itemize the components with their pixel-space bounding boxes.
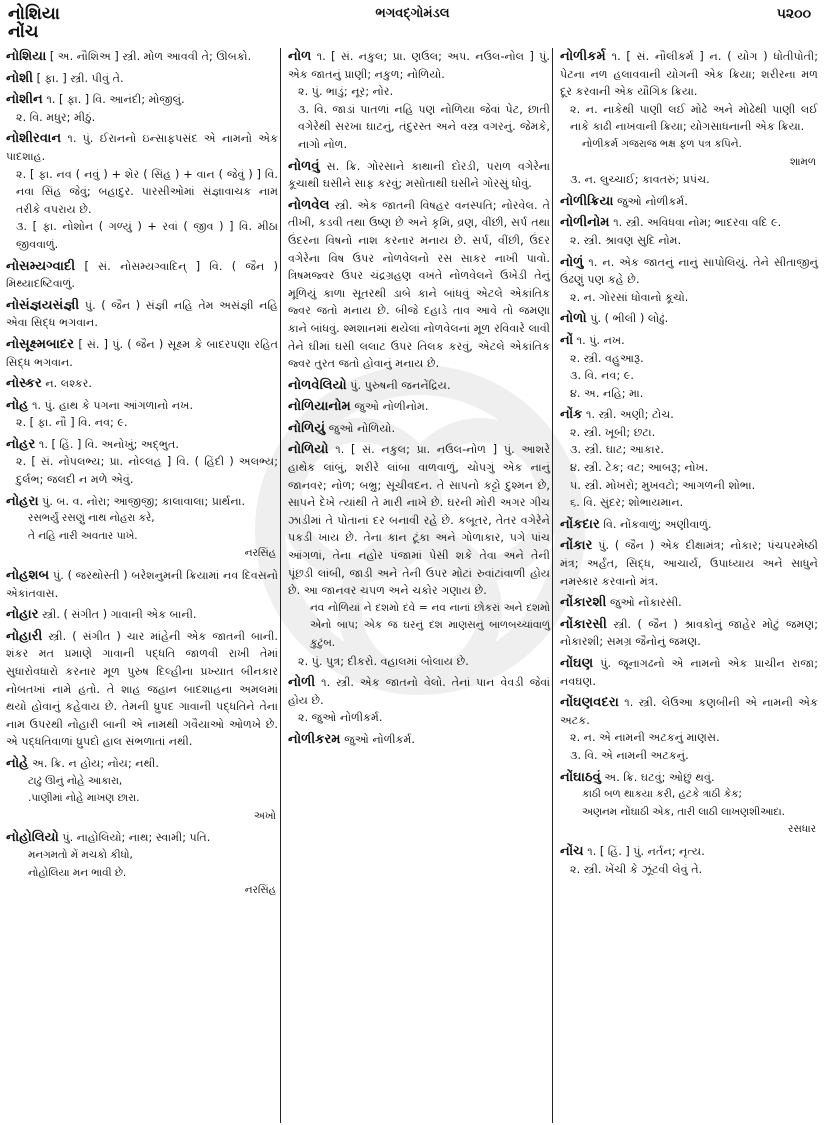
headword: નોહારી <box>6 628 43 644</box>
headword: નોળીક્રિયા <box>560 193 614 209</box>
headword: નોળ <box>288 49 312 64</box>
sense-definition: ૪. સ્ત્રી. ટેક; વટ; આબરૂ; નોખ. <box>570 461 709 475</box>
definition: ૧. [ ફા. ] વિ. આનંદી; મોજીલું. <box>46 93 185 107</box>
dictionary-entry <box>288 377 550 395</box>
entry-first-line <box>560 655 818 690</box>
dictionary-entry <box>6 258 278 293</box>
dictionary-entry <box>560 310 818 328</box>
dictionary-column-1 <box>6 48 278 904</box>
quotation-line: ટાઢું ઊનું નોહે આકારા, <box>28 774 123 787</box>
sense-definition: ૨. ન. એ નામની અટકનું માણસ. <box>570 731 720 745</box>
headword: નોશી <box>6 70 34 86</box>
headword: નોહોલિયો <box>6 830 59 846</box>
headword: નોળીકરમ <box>288 731 341 747</box>
entry-first-line <box>6 567 278 602</box>
quotation-line: તે નહિ નારી અવતાર પાખે. <box>28 529 138 542</box>
sense-definition: ૩. [ ફા. નોશોન ( ગળ્યું ) + રવાં ( જીવ ) ] વિ. મીઠા જીવવાળું. <box>16 220 278 251</box>
entry-first-line <box>6 48 278 66</box>
dictionary-entry <box>288 158 550 193</box>
entry-first-line <box>6 258 278 293</box>
sense-definition: ૨. સ્ત્રી. ખેંચી કે ઝૂંટવી લેવું તે. <box>570 862 703 876</box>
quotation-citation: શામળ <box>790 155 816 168</box>
quotation-line: નોળીકર્મ ગજરાજ ભક્ષ ફળ પત્ર કપિને. <box>582 137 742 150</box>
dictionary-entry <box>6 628 278 751</box>
dictionary-entry <box>6 297 278 332</box>
entry-first-line <box>560 616 818 651</box>
headword: નોસમ્યગ્વાદી <box>6 258 76 274</box>
sense-definition: ૩. વિ. જાડાં પાતળાં નહિ પણ નોળિયા જેવાં પેટ, છાતી વગેરેથી સરખા ઘાટનું, તંદુરસ્ત અને વસ્ત્ર વગરનું. જેમકે, નાગો નોળ. <box>298 102 550 151</box>
dictionary-entry <box>560 193 818 211</box>
dictionary-entry <box>560 332 818 402</box>
definition: પું. ( ભીલી ) લોઢું. <box>590 312 669 326</box>
headword: નોળો <box>560 311 587 327</box>
sense-definition: ૨. સ્ત્રી. ખૂબી; છટા. <box>570 425 656 439</box>
headword: નોળિયો <box>288 442 329 458</box>
guide-word-top: નોશિયા <box>8 4 60 24</box>
dictionary-entry <box>560 537 818 590</box>
sense-definition: ૨. વિ. મધુર; મીઠું. <box>16 110 96 124</box>
headword: નોહશબ <box>6 568 50 584</box>
entry-first-line <box>288 48 550 83</box>
headword: નોળીનોમ <box>560 215 610 231</box>
dictionary-entry <box>560 406 818 512</box>
dictionary-entry <box>6 91 278 126</box>
sense-definition: ૩. વિ. નવ; ૯. <box>570 369 634 383</box>
definition: અ. ક્રિ. ઘટવું; ઓછું થવું. <box>604 770 715 784</box>
quotation-line: .પાણીમાં નોહે માખણ છારા. <box>28 792 140 805</box>
quotation-line: નોહોલિયા મન ભાવી છે. <box>28 866 127 879</box>
definition: પું. પુરુષની જનનેંદ્રિય. <box>350 378 451 392</box>
sense-definition: ૨. પું. ભાડું; નૂર; નોર. <box>298 85 394 99</box>
quotation-line: અણનમ નોંઘાઠી એક, તારી લાઠી લાખણશીઆદા. <box>582 805 785 818</box>
definition: ન. લશ્કર. <box>45 377 92 391</box>
dictionary-entry <box>288 48 550 154</box>
dictionary-column-3 <box>560 48 818 882</box>
dictionary-entry <box>288 420 550 438</box>
quotation-line: કાઠી બળ થાકયા કરી, હટકે ત્રાઠી કેક; <box>582 788 742 801</box>
headword: નોં <box>560 332 574 348</box>
definition: પું. જૂનાગઢનો એ નામનો એક પ્રાચીન રાજા; નવઘણ. <box>560 657 818 688</box>
entry-first-line <box>6 397 278 415</box>
headword: નોસૂક્ષ્મબાદર <box>6 336 75 352</box>
dictionary-entry <box>288 731 550 749</box>
entry-first-line <box>560 843 818 861</box>
dictionary-column-2 <box>288 48 550 753</box>
entry-first-line <box>6 628 278 751</box>
dictionary-entry <box>6 375 278 393</box>
sense-definition: ૬. વિ. સુંદર; શોભાયમાન. <box>570 496 684 510</box>
definition: જુઓ નોળિયો. <box>328 421 396 435</box>
headword: નોહે <box>6 755 29 771</box>
headword: નોંક <box>560 407 583 423</box>
sense-definition: ૨. સ્ત્રી. શ્રાવણ સુદિ નોમ. <box>570 233 682 247</box>
entry-first-line <box>560 516 818 534</box>
definition: સ્ત્રી. ( જૈન ) શ્રાવકોનું જાહેર મોટું જમણ; નોકારશી; સમગ્ર જૈનોનું જમણ. <box>560 617 818 649</box>
entry-first-line <box>6 297 278 332</box>
sense-definition: ૨. સ્ત્રી. વહુઆરૂ. <box>570 351 644 365</box>
entry-first-line <box>560 694 818 729</box>
headword: નોંઘાઠવું <box>560 769 601 785</box>
entry-first-line <box>560 332 818 350</box>
definition: વિ. નોંકવાળું; અણીવાળું. <box>603 517 712 531</box>
entry-first-line <box>560 193 818 211</box>
dictionary-entry <box>288 674 550 727</box>
dictionary-entry <box>560 516 818 534</box>
headword: નોળવેલ <box>288 197 330 213</box>
headword: નોશીરવાન <box>6 131 62 147</box>
dictionary-entry <box>6 397 278 432</box>
headword: નોંઘણ <box>560 656 594 671</box>
definition: ૧. પું. હાથ કે પગના આંગળાનો નખ. <box>32 398 194 412</box>
entry-first-line <box>288 398 550 416</box>
sense-definition: ૨. ન. નાકેથી પાણી લઈ મોઢે અને મોઢેથી પાણી લઈ નાકે કાઢી નાખવાની ક્રિયા; યોગસાધનાની એક ક્રિયા. <box>570 102 818 134</box>
headword: નોંકારસી <box>560 616 607 632</box>
entry-first-line <box>288 674 550 709</box>
entry-first-line <box>6 436 278 454</box>
dictionary-entry <box>560 254 818 307</box>
entry-first-line <box>560 214 818 232</box>
definition: સ્ત્રી. ( સંગીત ) ચાર માંહેની એક જાતની બાની. શંકર મત પ્રમાણે ગાવાની પદ્ધતિ જાળવી રાખી તેમાં સુધારોવધારો કરનાર મૂળ પુરુષ દિલ્હીના પ્રખ્યાત બીનકાર નોબતખાં નામે હતો. તે શાહ જહાન બાદશાહના અમલમાં થયો હોવાનું કહેવાય છે. તેમની ધ્રુપદ ગાવાની પદ્ધતિને તેના નામ ઉપરથી નોહારી બાની એ નામથી ગવૈયાઓ ઓળખે છે. એ પદ્ધતિવાળાં ધ્રુપદો હાલ સંભળાતાં નથી. <box>6 629 278 749</box>
dictionary-entry <box>6 436 278 489</box>
dictionary-entry <box>288 441 550 670</box>
entry-first-line <box>6 91 278 109</box>
quotation-line: રસભર્યું રસણું નાથ નોહરા કરે, <box>28 512 155 525</box>
definition: ૧. [ હિં. ] પું. નર્તન; નૃત્ય. <box>587 844 705 858</box>
entry-first-line <box>288 441 550 599</box>
entry-first-line <box>560 406 818 424</box>
usage-example: નવ નોળિયાં ને દશમો દવે = નવ નાનાં છોકરાં અને દશમો એનો બાપ; એક જ ઘરનું દશ માણસનું બાળબચ્ચાંવાળું કુટુંબ. <box>310 601 550 649</box>
entry-first-line <box>6 493 278 511</box>
headword: નોળું <box>560 254 584 270</box>
dictionary-entry <box>560 694 818 764</box>
headword: નોળીકર્મ <box>560 49 606 64</box>
entry-first-line <box>560 254 818 289</box>
quotation-citation: નરસિંહ <box>244 547 276 560</box>
definition: [ સં. ] પું. ( જૈન ) સૂક્ષ્મ કે બાદરપણા રહિત સિદ્ધ ભગવાન. <box>6 337 278 369</box>
definition: ૧. સ્ત્રી. અણી; ટોચ. <box>586 408 674 422</box>
definition: ૧. સ્ત્રી. લેઉઆ કણબીની એ નામની એક અટક. <box>560 696 818 727</box>
sense-definition: ૩. ન. લુચ્ચાઈ; કાવતરું; પ્રપંચ. <box>570 173 710 187</box>
definition: ૧. [ સં. નકુલ; પ્રા. ણઉલ; અપ. નઉલ-નોલ ] પું. એક જાતનું પ્રાણી; નકુળ; નોળિયો. <box>288 50 550 81</box>
sense-definition: ૪. અ. નહિ; મા. <box>570 386 644 400</box>
entry-first-line <box>6 130 278 165</box>
sense-definition: ૨. [ સં. નોપલભ્ય; પ્રા. નોલ્લહ ] વિ. ( હિંદી ) અલભ્ય; દુર્લભ; જલદી ન મળે એવું. <box>16 455 278 487</box>
definition: ૧. પું. નખ. <box>576 333 625 347</box>
guide-word-bottom: નોંચ <box>8 22 39 42</box>
headword: નોહરા <box>6 493 39 509</box>
dictionary-entry <box>6 70 278 88</box>
sense-definition: ૨. જુઓ નોળીકર્મ. <box>298 711 383 725</box>
entry-first-line <box>6 70 278 88</box>
dictionary-entry <box>560 594 818 612</box>
sense-definition: ૨. પું. પુત્ર; દીકરો. વહાલમાં બોલાય છે. <box>298 654 469 668</box>
dictionary-entry <box>6 493 278 563</box>
definition: સ. ક્રિ. ગોરસાને કાથાની દોરડી, પરાળ વગેરેના કૂચાથી ઘસીને સાફ કરવું; મસોતાથી ઘસીને ગોરસું ધોવું. <box>288 159 551 191</box>
definition: ૧. ન. એક જાતનું નાનું સાપોલિયું. તેને સીતાજીનું ઉંઢણું પણ કહે છે. <box>560 255 818 287</box>
entry-first-line <box>6 375 278 393</box>
quotation-citation: અખો <box>253 809 276 822</box>
headword: નોશીન <box>6 92 43 108</box>
dictionary-entry <box>560 655 818 690</box>
headword: નોંકદાર <box>560 516 600 532</box>
sense-definition: ૨. [ ફા. નવ ( નવું ) + શેર ( સિંહ ) + વાન ( જેવું ) ] વિ. નવા સિંહ જેવું; બહાદુર. પારસીઓમાં સંજ્ઞાવાચક નામ તરીકે વપરાય છે. <box>16 167 278 216</box>
headword: નોળી <box>288 675 316 691</box>
headword: નોંચ <box>560 843 584 859</box>
entry-first-line <box>560 769 818 787</box>
headword: નોહ <box>6 397 29 413</box>
definition: જુઓ નોંકારસી. <box>609 596 682 610</box>
definition: સ્ત્રી. એક જાતની વિષહર વનસ્પતિ; નોરવેલ. તે તીખી, કડવી તથા ઉષ્ણ છે અને કૃમિ, વ્રણ, વીંછી, સર્પ તથા ઉંદરના વિષનો નાશ કરનાર મનાય છે. સર્પ, વીંછી, ઉંદર વગેરેના વિષ ઉપર નોળવેલનો રસ સાકર નાખી પાવો. ત્રિષમજ્વર ઉપર ચંદ્રગ્રહણ વખતે નોળવેલને ઉખેડી તેનું મૂળિયું કાળા સૂતરથી ડાબે કાને બાંધવું એટલે એકાંતિક જ્વર જતો મનાય છે. બીજે દહાડે તાવ આવે તો જમણા કાને બાંધવું. શ્મશાનમાં થયેલાં નોળવેલનાં મૂળ રવિવારે લાવી તેને ઘીમાં ઘસી લલાટ ઉપર તિલક કરવું, એટલે એકાંતિક જ્વર તુરત જતો હોવાનું મનાય છે. <box>288 198 550 371</box>
quotation-citation: રસધાર <box>788 823 816 836</box>
dictionary-entry <box>6 336 278 371</box>
page-number: ૫૨૦૦ <box>776 6 811 22</box>
definition: જુઓ નોળીકર્મ. <box>617 194 688 208</box>
dictionary-entry <box>6 567 278 602</box>
dictionary-entry <box>288 197 550 373</box>
dictionary-entry <box>560 843 818 878</box>
entry-first-line <box>6 829 278 847</box>
entry-first-line <box>560 594 818 612</box>
headword: નોંકારશી <box>560 595 607 611</box>
entry-first-line <box>6 606 278 624</box>
dictionary-entry <box>560 769 818 839</box>
headword: નોસ્કર <box>6 376 42 392</box>
sense-definition: ૩. વિ. એ નામની અટકનું. <box>570 748 689 762</box>
headword: નોહર <box>6 436 36 452</box>
column-divider <box>280 48 281 1123</box>
headword: નોળવેલિયો <box>288 377 347 393</box>
definition: [ અ. નૌશિઅ ] સ્ત્રી. મોળ આવવી તે; ઊબકો. <box>49 50 252 63</box>
definition: ૧. સ્ત્રી. અવિધવા નોમ; ભાદરવા વદિ ૯. <box>613 216 782 230</box>
headword: નોસંજ્ઞયસંજ્ઞી <box>6 297 80 313</box>
definition: જુઓ નોળીકર્મ. <box>344 732 415 746</box>
headword: નોળિયાનોમ <box>288 399 351 415</box>
definition: ૧. સ્ત્રી. એક જાતનો વેલો. તેનાં પાન વેવડી જેવાં હોય છે. <box>288 676 551 707</box>
entry-first-line <box>288 158 550 193</box>
entry-first-line <box>288 197 550 373</box>
definition: સ્ત્રી. ( સંગીત ) ગાવાની એક બાની. <box>42 608 197 622</box>
entry-first-line <box>288 731 550 749</box>
definition: ૧. [ સં. નૌલીકર્મ ] ન. ( યોગ ) ધોતીપોતી; પેટના નળ હલાવવાની યોગની એક ક્રિયા; શરીરના મળ દૂર કરવાની એક યૌગિક ક્રિયા. <box>560 50 818 99</box>
entry-first-line <box>560 537 818 590</box>
definition: ૧. [ હિં. ] વિ. અનોખું; અદ્ભુત. <box>38 437 179 451</box>
definition: પું. ( જૈન ) એક દીક્ષામંત્ર; નોકાર; પંચપરમેષ્ઠી મંત્ર; અર્હંત, સિદ્ધ, આચાર્ય, ઉપાધ્યાય અને સાધુને નમસ્કાર કરવાનો મંત્ર. <box>560 539 818 588</box>
dictionary-entry <box>560 48 818 189</box>
definition: પું. ( જરથોસ્તી ) બરેશનુમની ક્રિયામાં નવ દિવસનો એકાંતવાસ. <box>6 569 278 600</box>
entry-first-line <box>6 755 278 773</box>
headword: નોંકાર <box>560 538 593 554</box>
definition: જુઓ નોળીનોમ. <box>354 400 429 414</box>
headword: નોહાર <box>6 607 39 623</box>
dictionary-entry <box>6 48 278 66</box>
dictionary-entry <box>6 755 278 825</box>
headword: નોશિયા <box>6 49 47 64</box>
definition: [ સં. નોસમ્યગ્વાદિન્ ] વિ. ( જૈન ) મિથ્યાદષ્ટિવાળું. <box>6 259 279 291</box>
sense-definition: ૫. સ્ત્રી. મોખરો; મુખવટો; આગળની શોભા. <box>570 478 756 492</box>
entry-first-line <box>288 377 550 395</box>
dictionary-entry <box>560 214 818 249</box>
book-title: ભગવદ્ગોમંડલ <box>375 6 450 21</box>
column-divider <box>552 48 553 1123</box>
dictionary-entry <box>6 606 278 624</box>
quotation-line: મનગમતો મેં મચકો કીધો, <box>28 848 133 861</box>
definition: પું. ( જૈન ) સંજ્ઞી નહિ તેમ અસંજ્ઞી નહિ એવા સિદ્ધ ભગવાન. <box>6 298 278 330</box>
dictionary-entry <box>6 829 278 899</box>
entry-first-line <box>288 420 550 438</box>
page-header <box>0 0 825 48</box>
definition: ૧. પું. ઈરાનનો ઇન્સાફપસંદ એ નામનો એક પાદશાહ. <box>6 132 278 163</box>
headword: નોળિયું <box>288 420 326 436</box>
entry-first-line <box>560 310 818 328</box>
sense-definition: ૩. સ્ત્રી. ઘાટ; આકાર. <box>570 443 664 457</box>
headword: નોળવું <box>288 158 320 174</box>
dictionary-entry <box>288 398 550 416</box>
quotation-citation: નરસિંહ <box>244 884 276 897</box>
definition: અ. ક્રિ. ન હોય; નોય; નથી. <box>32 756 159 770</box>
headword: નોંઘણવદરા <box>560 695 619 711</box>
definition: ૧. [ સં. નકુલ; પ્રા. નઉલ-નોળ ] પું. આશરે હાથેક લાંબું, શરીરે લાંબા વાળવાળું, ચોપગું એક નાનું જાનવર; નોળ; બભ્રુ; સૂચીવદન. તે સાપનો કટ્ટો દુશ્મન છે, સાપને દેખે ત્યાંથી તે મારી નાખે છે. ઘરની મોરી અગર ગીચ ઝાડીમાં તે પોતાનાં દર બનાવી રહે છે. કબૂતર, તેતર વગેરેને પકડી ખાય છે. તેના કાન ટૂંકા અને ગોળાકાર, પગે પાંચ આંગળાં, તેના નહોર પંજામાં પેસી શકે તેવા અને તેની પૂંછડી લાંબી, જાડી અને તેની ઉપર મોટાં રુવાંટાંવાળી હોય છે. આ જાનવર ચપળ અને ચકોર ગણાય છે. <box>288 443 550 598</box>
entry-first-line <box>6 336 278 371</box>
dictionary-entry <box>560 616 818 651</box>
definition: [ ફા. ] સ્ત્રી. પીવું તે. <box>36 71 124 85</box>
definition: પું. બ. વ. નોરા; આજીજી; કાલાવાલા; પ્રાર્થના. <box>42 494 246 508</box>
sense-definition: ૨. [ ફા. નૌ ] વિ. નવ; ૯. <box>16 416 128 430</box>
entry-first-line <box>560 48 818 101</box>
dictionary-entry <box>6 130 278 253</box>
definition: પું. નાહોલિયો; નાથ; સ્વામી; પતિ. <box>62 831 211 845</box>
sense-definition: ૨. ન. ગોરસાં ધોવાનો કૂચો. <box>570 290 689 304</box>
